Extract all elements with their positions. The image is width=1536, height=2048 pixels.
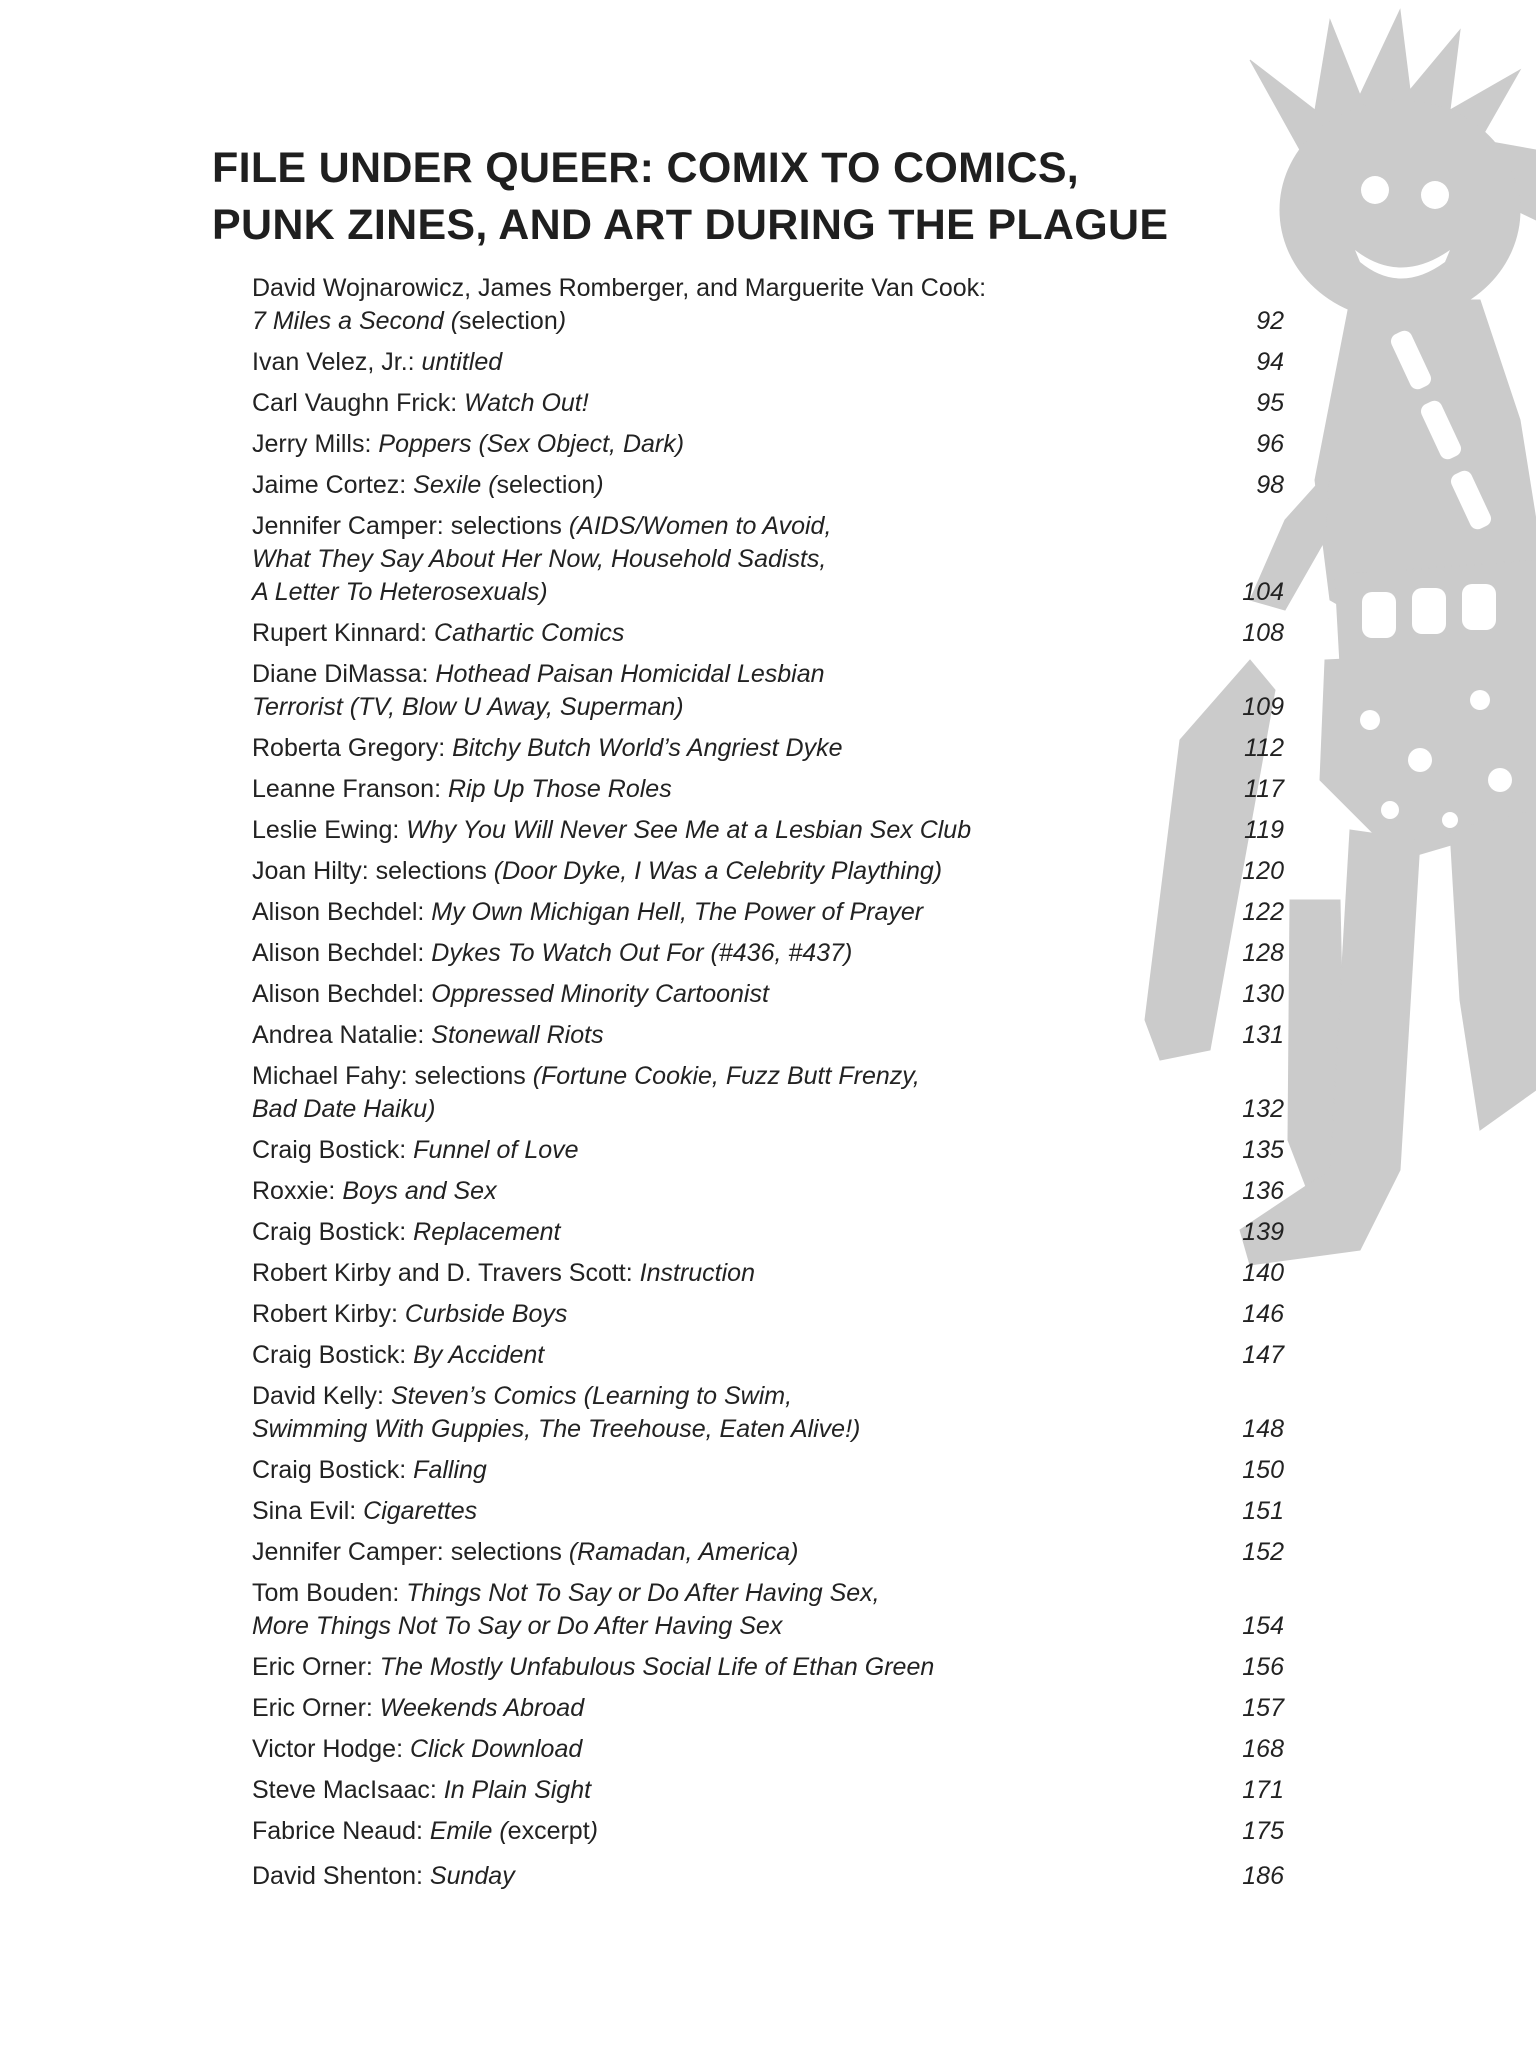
toc-entry	[252, 346, 1284, 379]
work-title: (Fortune Cookie, Fuzz Butt Frenzy,	[532, 1062, 920, 1090]
toc-entry	[252, 855, 1284, 888]
toc-entry-text	[252, 732, 1132, 765]
work-title: What They Say About Her Now, Household Sadists,	[252, 545, 827, 573]
author-text: Alison Bechdel:	[252, 939, 432, 967]
author-text: Craig Bostick:	[252, 1218, 414, 1246]
toc-entry-text	[252, 1339, 1132, 1372]
author-text: Steve MacIsaac:	[252, 1776, 444, 1804]
toc-entry-line	[252, 387, 1132, 420]
toc-entry-line	[252, 1774, 1132, 1807]
toc-entry-text	[252, 773, 1132, 806]
author-text: Rupert Kinnard:	[252, 619, 435, 647]
page-number: 130	[1242, 980, 1284, 1008]
author-text: David Kelly:	[252, 1382, 391, 1410]
author-text: Andrea Natalie:	[252, 1021, 432, 1049]
work-title: In Plain Sight	[443, 1776, 592, 1804]
toc-entry-text	[252, 1692, 1132, 1725]
toc-entry-text	[252, 510, 1132, 609]
toc-entry	[252, 814, 1284, 847]
toc-entry	[252, 1454, 1284, 1487]
work-title: Boys and Sex	[342, 1177, 497, 1205]
toc-entry-line	[252, 305, 1132, 338]
toc-entry	[252, 1380, 1284, 1446]
toc-entry-line	[252, 1339, 1132, 1372]
page-number: 117	[1244, 775, 1284, 803]
author-text: Fabrice Neaud:	[252, 1817, 430, 1845]
page-number: 171	[1242, 1776, 1284, 1804]
toc-entry-line	[252, 576, 1132, 609]
toc-entry-text	[252, 1495, 1132, 1528]
toc-entry	[252, 387, 1284, 420]
toc-entry-line	[252, 1577, 1132, 1610]
toc-entry	[252, 1536, 1284, 1569]
toc-entry-line	[252, 773, 1132, 806]
work-title: Bad Date Haiku)	[252, 1095, 436, 1123]
toc-entry-line	[252, 272, 1132, 305]
toc-entry	[252, 1216, 1284, 1249]
work-title: (Ramadan, America)	[568, 1538, 799, 1566]
toc-entry-text	[252, 387, 1132, 420]
work-title: Dykes To Watch Out For (#436, #437)	[431, 939, 853, 967]
work-title: Why You Will Never See Me at a Lesbian Sex Club	[406, 816, 972, 844]
toc-entry-text	[252, 1257, 1132, 1290]
toc-entry	[252, 469, 1284, 502]
author-text: Jerry Mills:	[252, 430, 379, 458]
toc-entry-text	[252, 1815, 1132, 1848]
toc-entry	[252, 1060, 1284, 1126]
work-title: Steven’s Comics (Learning to Swim,	[390, 1382, 793, 1410]
work-title: Swimming With Guppies, The Treehouse, Eaten Alive!)	[252, 1415, 861, 1443]
toc-entry-text	[252, 1733, 1132, 1766]
author-text: Jennifer Camper: selections	[252, 1538, 569, 1566]
toc-entry	[252, 1774, 1284, 1807]
work-title: Oppressed Minority Cartoonist	[431, 980, 769, 1008]
toc-entry-line	[252, 1651, 1132, 1684]
work-title: Stonewall Riots	[431, 1021, 604, 1049]
author-text: Eric Orner:	[252, 1694, 380, 1722]
work-title: Terrorist (TV, Blow U Away, Superman)	[252, 693, 684, 721]
author-text: Michael Fahy: selections	[252, 1062, 533, 1090]
toc-entry-line	[252, 1216, 1132, 1249]
toc-entry	[252, 1651, 1284, 1684]
author-text: Jennifer Camper: selections	[252, 512, 569, 540]
toc-entry	[252, 1860, 1284, 1893]
author-text: Joan Hilty: selections	[252, 857, 494, 885]
toc-entry-text	[252, 1216, 1132, 1249]
page-number: 95	[1256, 389, 1284, 417]
page-number: 96	[1256, 430, 1284, 458]
work-title: Things Not To Say or Do After Having Sex,	[406, 1579, 880, 1607]
toc-entry-line	[252, 658, 1132, 691]
toc-entry-line	[252, 1610, 1132, 1643]
author-text: Craig Bostick:	[252, 1136, 414, 1164]
page-number: 168	[1242, 1735, 1284, 1763]
work-title: Watch Out!	[464, 389, 589, 417]
author-text: Sina Evil:	[252, 1497, 364, 1525]
toc-entry-line	[252, 814, 1132, 847]
toc-entry-text	[252, 617, 1132, 650]
toc-entry-line	[252, 1692, 1132, 1725]
toc-entry-text	[252, 1860, 1132, 1893]
toc-entry	[252, 1298, 1284, 1331]
work-title: Falling	[413, 1456, 487, 1484]
page-number: 148	[1242, 1415, 1284, 1443]
toc-entry-line	[252, 1860, 1132, 1893]
author-text: David Wojnarowicz, James Romberger, and Marguerite Van Cook:	[252, 274, 987, 302]
toc-entry-text	[252, 1060, 1132, 1126]
page-number: 104	[1242, 578, 1284, 606]
author-text: Craig Bostick:	[252, 1456, 414, 1484]
toc-entry-line	[252, 937, 1132, 970]
work-title: Poppers (Sex Object, Dark)	[378, 430, 685, 458]
author-text: Roberta Gregory:	[252, 734, 453, 762]
page-number: 94	[1256, 348, 1284, 376]
toc-entry	[252, 510, 1284, 609]
author-text: Roxxie:	[252, 1177, 343, 1205]
page-number: 140	[1242, 1259, 1284, 1287]
work-title: Hothead Paisan Homicidal Lesbian	[435, 660, 825, 688]
work-title: My Own Michigan Hell, The Power of Prayer	[431, 898, 924, 926]
toc-entry-text	[252, 1298, 1132, 1331]
toc-entry	[252, 658, 1284, 724]
toc-entry-line	[252, 1413, 1132, 1446]
toc-entry-text	[252, 658, 1132, 724]
toc-entry-line	[252, 1175, 1132, 1208]
toc-entry-text	[252, 1577, 1132, 1643]
work-title: Emile (	[429, 1817, 508, 1845]
toc-entry	[252, 1692, 1284, 1725]
toc-entry-line	[252, 617, 1132, 650]
toc-entry	[252, 1495, 1284, 1528]
author-text: Carl Vaughn Frick:	[252, 389, 465, 417]
work-title: Replacement	[413, 1218, 561, 1246]
work-title: The Mostly Unfabulous Social Life of Ethan Green	[379, 1653, 935, 1681]
toc-entry	[252, 1134, 1284, 1167]
work-title: Cathartic Comics	[434, 619, 625, 647]
author-text: Victor Hodge:	[252, 1735, 410, 1763]
work-title: Curbside Boys	[404, 1300, 568, 1328]
toc-entry-line	[252, 1134, 1132, 1167]
work-title: More Things Not To Say or Do After Having Sex	[252, 1612, 783, 1640]
work-title: Click Download	[409, 1735, 583, 1763]
author-text: Robert Kirby and D. Travers Scott:	[252, 1259, 640, 1287]
page-number: 98	[1256, 471, 1284, 499]
toc-entry-line	[252, 1093, 1132, 1126]
work-title: By Accident	[413, 1341, 545, 1369]
toc-entry-text	[252, 1454, 1132, 1487]
toc-entry-text	[252, 1774, 1132, 1807]
toc-entry	[252, 272, 1284, 338]
page-number: 128	[1242, 939, 1284, 967]
toc-entry-text	[252, 1019, 1132, 1052]
author-text: excerpt	[507, 1817, 590, 1845]
toc-entry-text	[252, 896, 1132, 929]
toc-entry	[252, 1339, 1284, 1372]
page-number: 157	[1242, 1694, 1284, 1722]
toc-entry-line	[252, 1257, 1132, 1290]
toc-entry	[252, 978, 1284, 1011]
page-number: 175	[1242, 1817, 1284, 1845]
toc-entry	[252, 1019, 1284, 1052]
toc-entry-line	[252, 855, 1132, 888]
section-title-line-1: FILE UNDER QUEER: COMIX TO COMICS,	[212, 144, 1080, 192]
work-title: Cigarettes	[363, 1497, 478, 1525]
author-text: Alison Bechdel:	[252, 898, 432, 926]
toc-entry-line	[252, 691, 1132, 724]
toc-entry-line	[252, 428, 1132, 461]
page-number: 108	[1242, 619, 1284, 647]
page-number: 132	[1242, 1095, 1284, 1123]
toc-entry	[252, 428, 1284, 461]
page-number: 109	[1242, 693, 1284, 721]
page-number: 119	[1244, 816, 1284, 844]
toc-entry-line	[252, 896, 1132, 929]
author-text: Jaime Cortez:	[252, 471, 414, 499]
author-text: David Shenton:	[252, 1862, 430, 1890]
author-text: selection	[496, 471, 596, 499]
author-text: Leanne Franson:	[252, 775, 448, 803]
table-of-contents	[252, 272, 1284, 1893]
page-number: 136	[1242, 1177, 1284, 1205]
work-title: )	[557, 307, 567, 335]
page-number: 186	[1242, 1862, 1284, 1890]
work-title: Funnel of Love	[413, 1136, 579, 1164]
toc-entry-text	[252, 937, 1132, 970]
work-title: untitled	[421, 348, 503, 376]
page-number: 135	[1242, 1136, 1284, 1164]
toc-entry	[252, 732, 1284, 765]
work-title: (AIDS/Women to Avoid,	[568, 512, 832, 540]
page-number: 147	[1242, 1341, 1284, 1369]
author-text: Leslie Ewing:	[252, 816, 407, 844]
toc-entry-line	[252, 469, 1132, 502]
author-text: Ivan Velez, Jr.:	[252, 348, 422, 376]
toc-entry	[252, 617, 1284, 650]
page-number: 122	[1242, 898, 1284, 926]
section-title-line-2: PUNK ZINES, AND ART DURING THE PLAGUE	[212, 201, 1169, 249]
work-title: )	[595, 471, 604, 499]
page-number: 131	[1242, 1021, 1284, 1049]
toc-entry	[252, 1577, 1284, 1643]
page-number: 139	[1242, 1218, 1284, 1246]
work-title: A Letter To Heterosexuals)	[252, 578, 548, 606]
toc-entry-line	[252, 1380, 1132, 1413]
toc-entry	[252, 1815, 1284, 1848]
page-number: 156	[1242, 1653, 1284, 1681]
toc-entry-text	[252, 855, 1132, 888]
toc-entry-line	[252, 543, 1132, 576]
work-title: 7 Miles a Second (	[252, 307, 460, 335]
page-number: 146	[1242, 1300, 1284, 1328]
toc-entry-text	[252, 1380, 1132, 1446]
page-number: 112	[1244, 734, 1284, 762]
page-number: 120	[1242, 857, 1284, 885]
toc-entry-text	[252, 469, 1132, 502]
toc-entry-text	[252, 1175, 1132, 1208]
toc-entry-line	[252, 1060, 1132, 1093]
toc-entry-line	[252, 978, 1132, 1011]
toc-entry	[252, 896, 1284, 929]
toc-entry	[252, 1175, 1284, 1208]
page-number: 152	[1242, 1538, 1284, 1566]
author-text: selection	[459, 307, 558, 335]
toc-entry-line	[252, 510, 1132, 543]
toc-entry-line	[252, 1454, 1132, 1487]
toc-entry-line	[252, 346, 1132, 379]
section-title	[212, 140, 1212, 254]
work-title: Instruction	[639, 1259, 755, 1287]
page-number: 154	[1242, 1612, 1284, 1640]
author-text: Alison Bechdel:	[252, 980, 432, 1008]
toc-entry-text	[252, 814, 1132, 847]
toc-entry	[252, 937, 1284, 970]
toc-entry	[252, 1733, 1284, 1766]
page-number: 151	[1242, 1497, 1284, 1525]
toc-entry-line	[252, 1019, 1132, 1052]
toc-entry-text	[252, 272, 1132, 338]
toc-entry-line	[252, 1495, 1132, 1528]
toc-entry-line	[252, 1815, 1132, 1848]
author-text: Tom Bouden:	[252, 1579, 407, 1607]
author-text: Craig Bostick:	[252, 1341, 414, 1369]
author-text: Robert Kirby:	[252, 1300, 405, 1328]
page-number: 150	[1242, 1456, 1284, 1484]
author-text: Eric Orner:	[252, 1653, 380, 1681]
author-text: Diane DiMassa:	[252, 660, 436, 688]
toc-entry-line	[252, 1298, 1132, 1331]
toc-entry-text	[252, 1134, 1132, 1167]
toc-entry	[252, 773, 1284, 806]
work-title: (Door Dyke, I Was a Celebrity Plaything)	[493, 857, 943, 885]
toc-entry-text	[252, 428, 1132, 461]
page-number: 92	[1256, 307, 1284, 335]
work-title: Weekends Abroad	[379, 1694, 585, 1722]
toc-entry	[252, 1257, 1284, 1290]
toc-entry-line	[252, 732, 1132, 765]
toc-entry-text	[252, 1536, 1132, 1569]
work-title: Sunday	[429, 1862, 515, 1890]
toc-entry-text	[252, 978, 1132, 1011]
work-title: Rip Up Those Roles	[447, 775, 672, 803]
work-title: )	[589, 1817, 598, 1845]
toc-entry-line	[252, 1536, 1132, 1569]
work-title: Bitchy Butch World’s Angriest Dyke	[452, 734, 843, 762]
toc-entry-text	[252, 346, 1132, 379]
toc-entry-line	[252, 1733, 1132, 1766]
work-title: Sexile (	[413, 471, 497, 499]
toc-entry-text	[252, 1651, 1132, 1684]
